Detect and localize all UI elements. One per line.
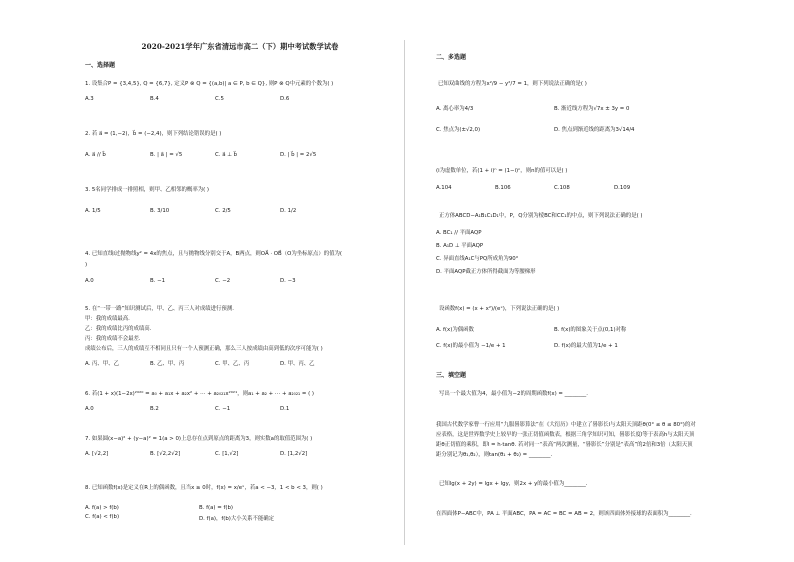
option-a: A. 离心率为4/3 — [436, 106, 474, 112]
option-c: C. f(a) < f(b) — [85, 514, 120, 520]
option-b: B. [√2,2√2] — [150, 451, 181, 457]
option-d: D. f(a)，f(b)大小关系不能确定 — [199, 516, 275, 522]
option-c: C.108 — [554, 185, 570, 191]
option-b: B. | a⃗ | = √5 — [150, 152, 183, 158]
question-14-line: 应表格，这是世界数学史上较早的一张正切值函数表，根据三角学知识可知，晷影长度l等于表高h与太阳天顶 — [436, 432, 695, 438]
question-5-line: 甲：我的成绩最高. — [85, 316, 130, 322]
option-a: A.3 — [85, 96, 94, 102]
option-d: D. −3 — [280, 278, 296, 284]
option-b: B. −1 — [150, 278, 166, 284]
option-d: D. | b⃗ | = 2√5 — [280, 152, 317, 158]
option-c: C. a⃗ ⊥ b⃗ — [215, 152, 238, 158]
option-b: B. A₁D ⊥ 平面AQP — [436, 243, 484, 249]
option-a: A.0 — [85, 278, 94, 284]
question-5-line: 成绩公布后，三人的成绩互不相同且只有一个人预测正确，那么三人按成绩由高到低的次序可能为( ) — [85, 346, 323, 352]
option-b: B.4 — [150, 96, 159, 102]
option-c: C. 异面直线A₁C与PQ所成角为90° — [436, 256, 519, 262]
question-1: 1. 设集合P = {3,4,5}, Q = {6,7}, 定义P ⊗ Q = {(a,b)| a ∈ P, b ∈ Q}, 则P ⊗ Q中元素的个数为( ) — [85, 81, 334, 87]
question-4: 4. 已知直线l过抛物线y² = 4x的焦点，且与抛物线分别交于A，B两点，则OA⃗ · OB⃗（O为坐标原点）的值为( — [85, 251, 342, 257]
question-8: 8. 已知函数f(x)是定义在R上的偶函数，且当x ≥ 0时，f(x) = x/eˣ，若a < −3，1 < b < 3，则( ) — [85, 485, 323, 491]
section-choice-heading: 一、选择题 — [85, 62, 116, 69]
option-d: D.6 — [280, 96, 290, 102]
question-10: (i为虚数单位，若(1 + i)ⁿ = (1−i)ⁿ，则n的值可以是( ) — [436, 168, 568, 174]
option-d: D.1 — [280, 406, 290, 412]
section-fill-heading: 三、填空题 — [436, 372, 467, 379]
question-3: 3. 5名同学排成一排照相，则甲、乙相邻的概率为( ) — [85, 187, 210, 193]
question-15: 已知lg(x + 2y) = lgx + lgy，则2x + y的最小值为________. — [439, 481, 588, 487]
question-12: 设函数f(x) = (x + x²)/(eˣ)，下列说法正确的是( ) — [439, 306, 560, 312]
question-5-line: 乙：我的成绩比丙的成绩高. — [85, 326, 152, 332]
question-14-line: 距θ正切值的乘积，即l = h·tanθ. 若对同一“表高”两次测量，“晷影长”分别是“表高”的2倍和3倍（太阳天顶 — [436, 442, 693, 448]
column-divider — [404, 40, 405, 545]
option-a: A. 丙、甲、乙 — [85, 361, 119, 367]
option-b: B. f(x)的图象关于点(0,1)对称 — [554, 327, 627, 333]
option-a: A. f(x)为偶函数 — [436, 327, 474, 333]
exam-title: 2020-2021学年广东省清远市高二（下）期中考试数学试卷 — [141, 42, 339, 51]
option-c: C. 焦点为(±√2,0) — [436, 127, 481, 133]
question-5-line: 丙：我的成绩不会最差. — [85, 336, 141, 342]
option-c: C. 甲、乙、丙 — [215, 361, 250, 367]
option-a: A. [√2,2] — [85, 451, 109, 457]
option-c: C. 2/5 — [215, 208, 231, 214]
option-a: A.0 — [85, 406, 94, 412]
option-b: B. f(a) = f(b) — [199, 505, 234, 511]
option-d: D. f(x)的最大值为1/e + 1 — [554, 343, 618, 349]
question-4-bracket: ) — [85, 262, 88, 268]
option-a: A. f(a) > f(b) — [85, 505, 119, 511]
question-6: 6. 若(1 + x)(1−2x)²⁰²⁰ = a₀ + a₁x + a₂x² + ⋯ + a₂₀₂₁x²⁰²¹，则a₁ + a₂ + ⋯ + a₂₀₂₁ = ( ) — [85, 391, 315, 397]
option-d: D.109 — [614, 185, 631, 191]
option-a: A. BC₁ // 平面AQP — [436, 230, 482, 236]
option-a: A. a⃗ // b⃗ — [85, 152, 106, 158]
question-5: 5. 在“一带一路”知识测试后，甲、乙、丙三人对成绩进行预测. — [85, 306, 234, 312]
option-d: D. 1/2 — [280, 208, 297, 214]
option-a: A. 1/5 — [85, 208, 101, 214]
question-2: 2. 若 a⃗ = (1,−2)，b⃗ = (−2,4)，则下列结论错误的是( ) — [85, 131, 222, 137]
question-7: 7. 如果圆(x−a)² + (y−a)² = 1(a > 0)上总存在点到原点的距离为3，则实数a的取值范围为( ) — [85, 436, 313, 442]
option-d: D. [1,2√2] — [280, 451, 308, 457]
option-c: C. −2 — [215, 278, 231, 284]
question-16: 在四面体P−ABC中，PA ⊥ 平面ABC，PA = AC = BC = AB = 2，则该四面体外接球的表面积为________. — [436, 511, 692, 517]
option-c: C.5 — [215, 96, 224, 102]
question-9: 已知双曲线的方程为x²/9 − y²/7 = 1，则下列说法正确的是( ) — [438, 81, 587, 87]
question-14: 我国古代数学家曹一行应用“九服晷影算法”在《大衍历》中建立了晷影长l与太阳天顶距θ(0° ≤ θ ≤ 80°)的对 — [436, 422, 696, 428]
option-c: C. [1,√2] — [215, 451, 239, 457]
question-11: 正方体ABCD−A₁B₁C₁D₁中，P，Q分别为棱BC和CC₁的中点，则下列说法正确的是( ) — [439, 213, 643, 219]
question-14-line: 距分别记为θ₁,θ₂），则tan(θ₁ + θ₂) = ________. — [436, 452, 553, 458]
option-b: B.106 — [495, 185, 511, 191]
question-13: 写出一个最大值为4，最小值为−2的周期函数f(x) = ________. — [439, 391, 588, 397]
option-a: A.104 — [436, 185, 452, 191]
option-d: D. 焦点到渐近线的距离为3√14/4 — [554, 127, 635, 133]
option-c: C. f(x)的最小值为 −1/e + 1 — [436, 343, 506, 349]
option-b: B. 渐近线方程为√7x ± 3y = 0 — [554, 106, 630, 112]
option-b: B.2 — [150, 406, 159, 412]
option-c: C. −1 — [215, 406, 231, 412]
option-d: D. 甲、丙、乙 — [280, 361, 315, 367]
option-d: D. 平面AQP截正方体所得截面为等腰梯形 — [436, 269, 536, 275]
option-b: B. 3/10 — [150, 208, 170, 214]
section-multi-heading: 二、多选题 — [436, 54, 467, 61]
option-b: B. 乙、甲、丙 — [150, 361, 185, 367]
